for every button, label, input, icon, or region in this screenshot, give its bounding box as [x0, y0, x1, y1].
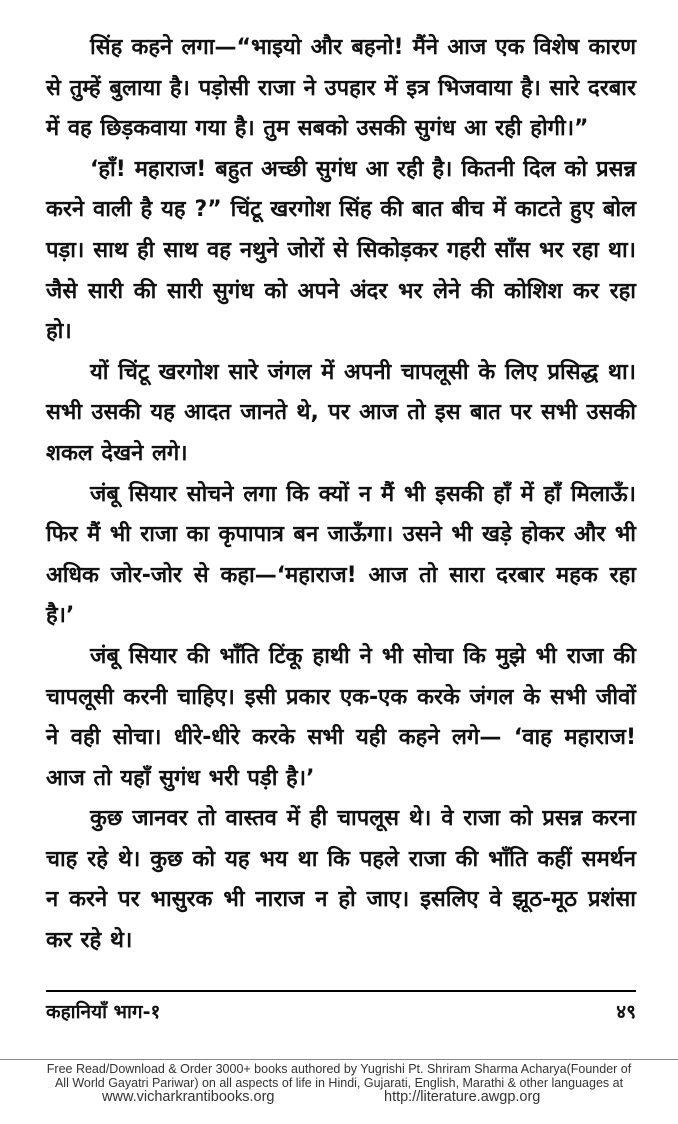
- book-title: कहानियाँ भाग-१: [46, 1001, 161, 1023]
- promo-divider: [0, 1059, 678, 1060]
- page-footer: [46, 998, 636, 1028]
- paragraph-6: कुछ जानवर तो वास्तव में ही चापलूस थे। वे राजा को प्रसन्न करना चाह रहे थे। कुछ को यह भय था कि पहले राजा की भाँति कहीं समर्थन न करने पर भासुरक भी नाराज न हो जाए। इसलिए वे झूठ-मूठ प्रशंसा कर रहे थे।: [46, 806, 636, 954]
- footer-divider: [46, 990, 636, 992]
- promo-banner: [0, 1062, 678, 1106]
- promo-line-2: All World Gayatri Pariwar) on all aspects of life in Hindi, Gujarati, English, Marathi & other languages at: [54, 1076, 624, 1090]
- page-number: ४९: [616, 1001, 636, 1023]
- story-text: [46, 28, 636, 962]
- awgp-literature-link[interactable]: http://literature.awgp.org: [384, 1089, 541, 1105]
- paragraph-4: जंबू सियार सोचने लगा कि क्यों न मैं भी इसकी हाँ में हाँ मिलाऊँ। फिर मैं भी राजा का कृपापात्र बन जाऊँगा। उसने भी खड़े होकर और भी अधिक जोर-जोर से कहा—‘महाराज! आज तो सारा दरबार महक रहा है।’: [46, 481, 636, 629]
- paragraph-2: ‘हाँ! महाराज! बहुत अच्छी सुगंध आ रही है। कितनी दिल को प्रसन्न करने वाली है यह ?” चिंटू खरगोश सिंह की बात बीच में काटते हुए बोल पड़ा। साथ ही साथ वह नथुने जोरों से सिकोड़कर गहरी साँस भर रहा था। जैसे सारी की सारी सुगंध को अपने अंदर भर लेने की कोशिश कर रहा हो।: [46, 156, 636, 345]
- paragraph-5: जंबू सियार की भाँति टिंकू हाथी ने भी सोचा कि मुझे भी राजा की चापलूसी करनी चाहिए। इसी प्रकार एक-एक करके जंगल के सभी जीवों ने वही सोचा। धीरे-धीरे करके सभी यही कहने लगे— ‘वाह महाराज! आज तो यहाँ सुगंध भरी पड़ी है।’: [46, 643, 636, 791]
- vicharkranti-link[interactable]: www.vicharkrantibooks.org: [102, 1089, 275, 1105]
- promo-urls: [0, 1090, 678, 1106]
- paragraph-3: यों चिंटू खरगोश सारे जंगल में अपनी चापलूसी के लिए प्रसिद्ध था। सभी उसकी यह आदत जानते थे, पर आज तो इस बात पर सभी उसकी शकल देखने लगे।: [46, 359, 636, 466]
- promo-line-1: Free Read/Download & Order 3000+ books authored by Yugrishi Pt. Shriram Sharma Acharya(Founder of: [46, 1062, 632, 1076]
- paragraph-1: सिंह कहने लगा—“भाइयो और बहनो! मैंने आज एक विशेष कारण से तुम्हें बुलाया है। पड़ोसी राजा ने उपहार में इत्र भिजवाया है। सारे दरबार में वह छिड़कवाया गया है। तुम सबको उसकी सुगंध आ रही होगी।”: [46, 35, 636, 142]
